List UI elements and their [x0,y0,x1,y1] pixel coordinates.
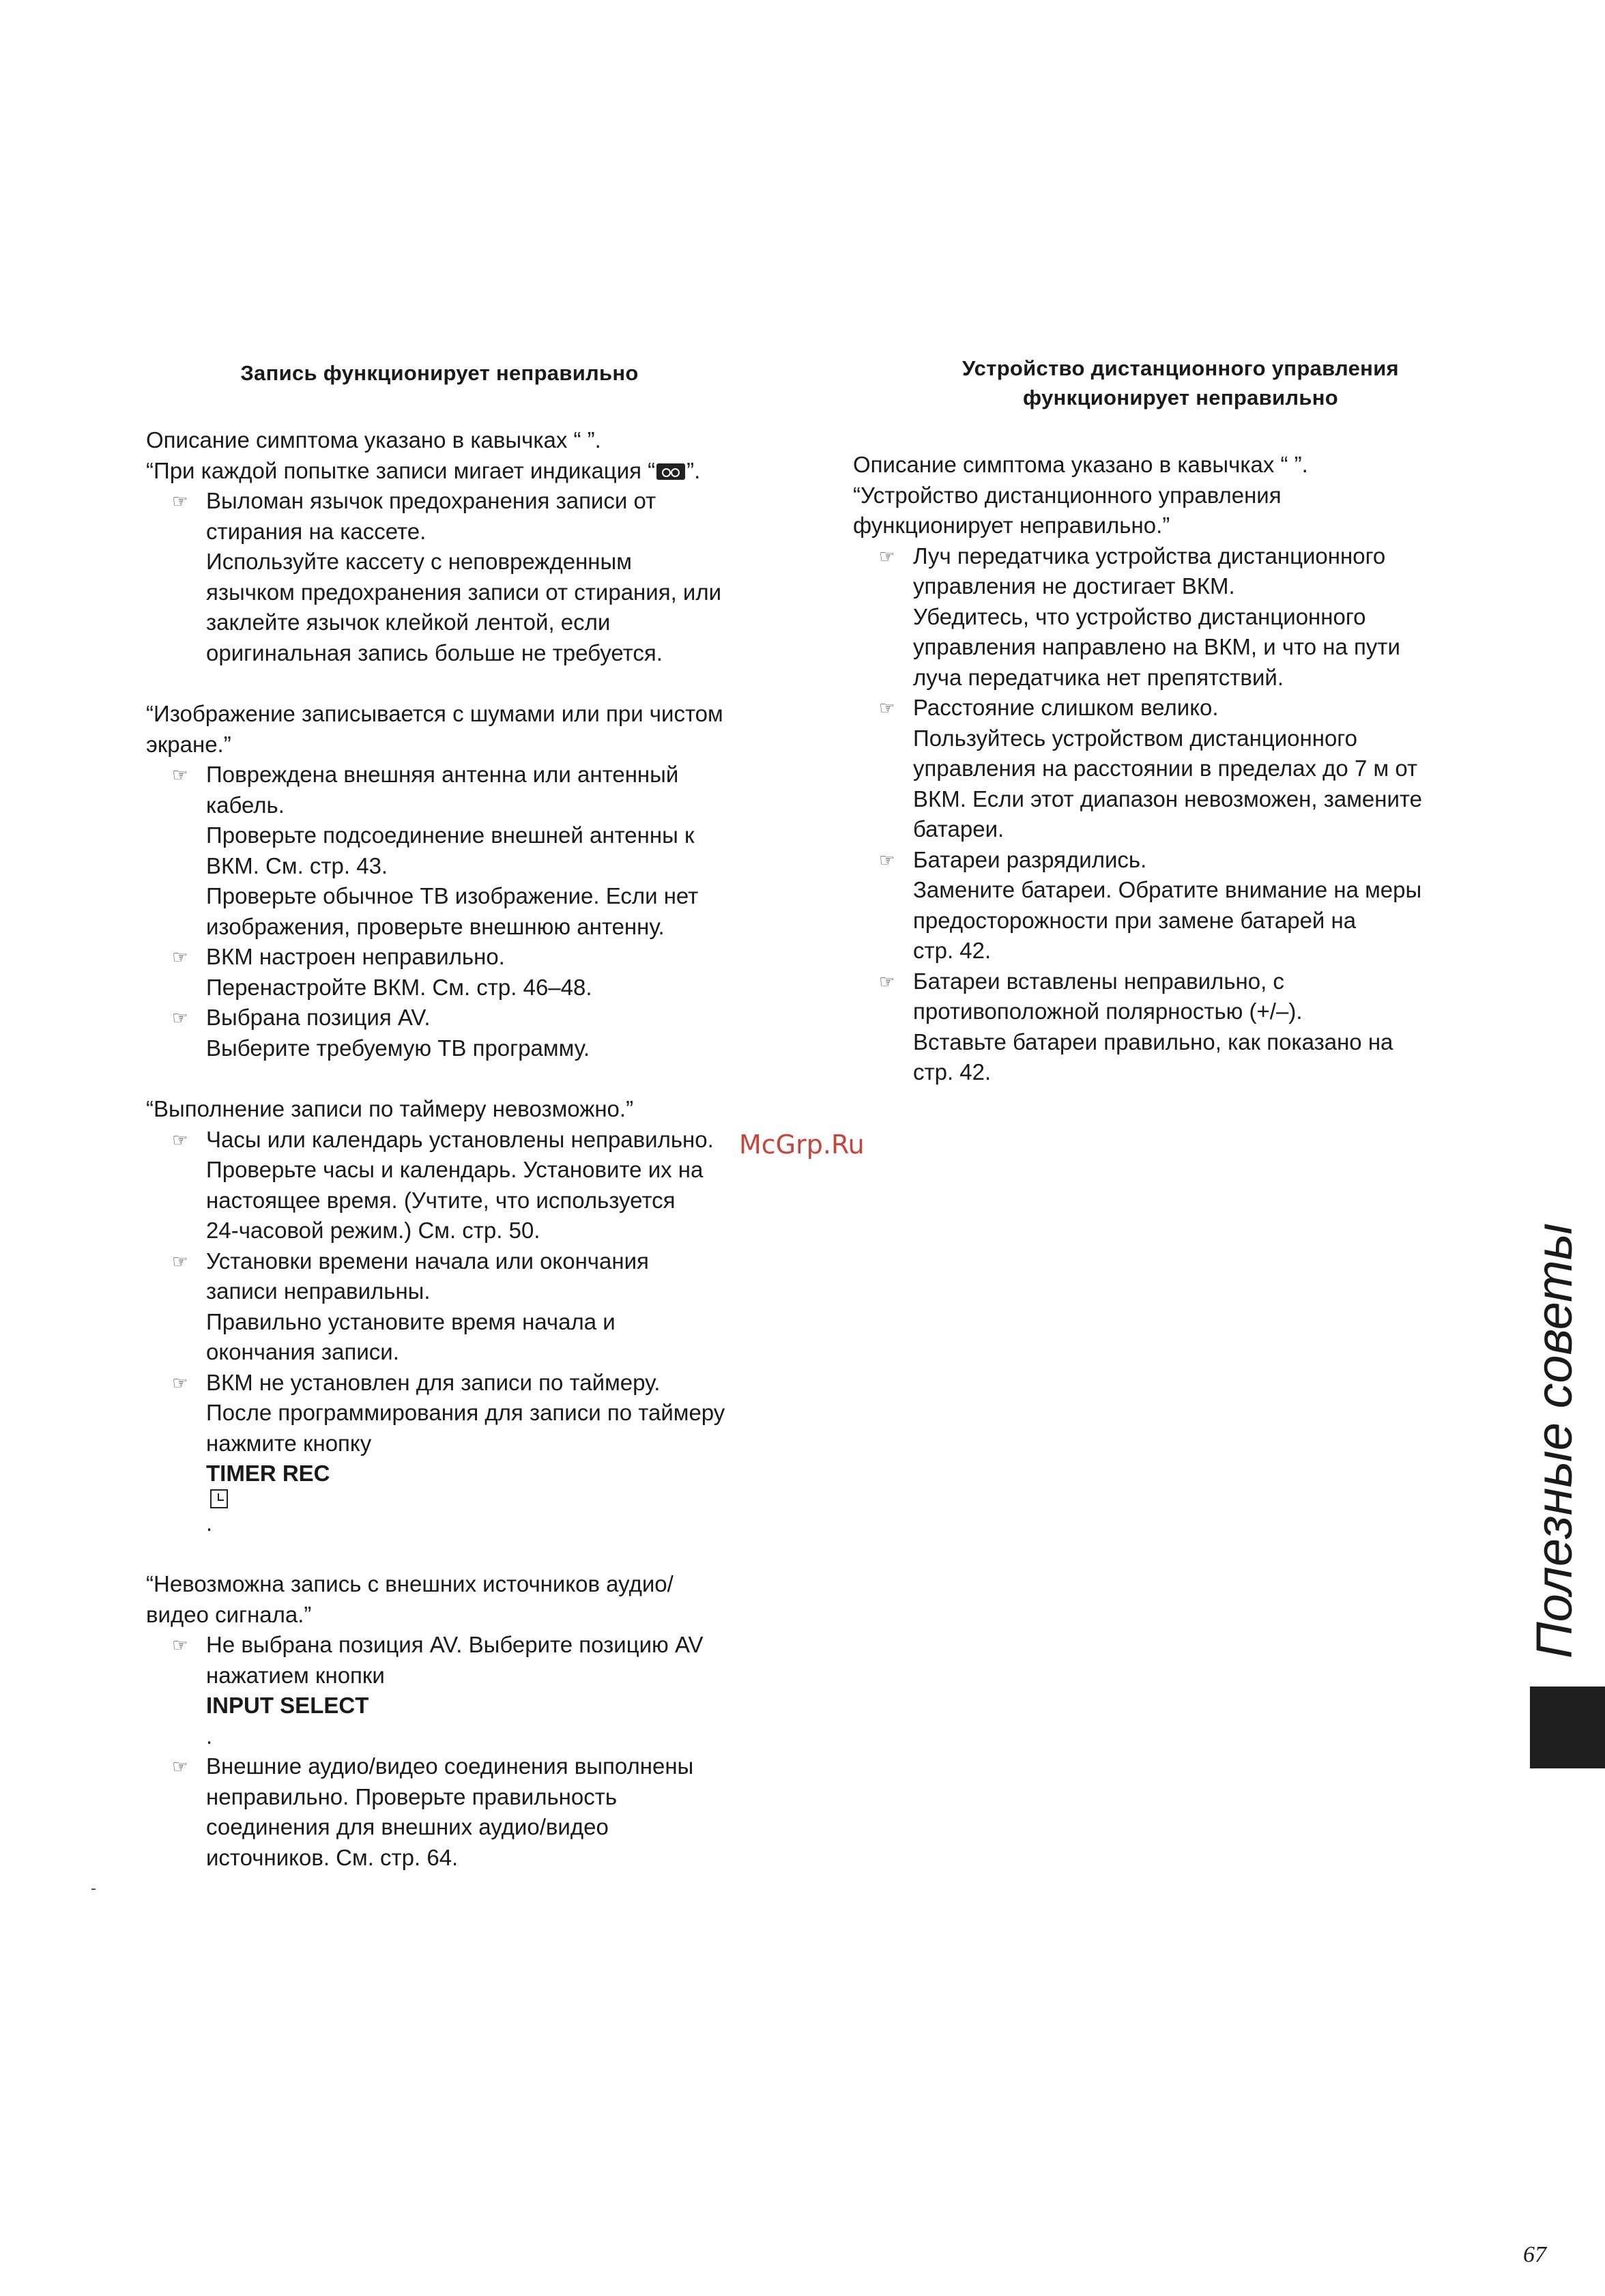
list-item: ☞ Расстояние слишком велико. Пользуйтесь устройством дистанционного управления на расстоянии в пределах до 7 м от ВКМ. Если этот диапазон невозможен, замените батареи. [853,693,1508,845]
list-item: ☞ ВКМ настроен неправильно. Перенастройте ВКМ. См. стр. 46–48. [146,942,815,1003]
list-item: ☞ Выломан язычок предохранения записи от стирания на кассете. Используйте кассету с неповрежденным язычком предохранения записи от стирания, или заклейте язычок клейкой лентой, если оригинальная запись больше не требуется. [146,486,815,668]
list-item: ☞ Батареи разрядились. Замените батареи. Обратите внимание на меры предосторожности при замене батарей на стр. 42. [853,845,1508,966]
pointing-hand-icon: ☞ [172,1635,188,1655]
list-item: ☞ Не выбрана позиция AV. Выберите позицию AV нажатием кнопки INPUT SELECT . [146,1630,815,1751]
section-lead-line: экране.” [146,731,231,757]
section-tab-label: Полезные советы [1526,1222,1582,1659]
pointing-hand-icon: ☞ [172,947,188,967]
list-item: ☞ Луч передатчика устройства дистанционного управления не достигает ВКМ. Убедитесь, что устройство дистанционного управления направлено на ВКМ, и что на пути луча передатчика нет препятствий. [853,541,1508,693]
left-heading: Запись функционирует неправильно [240,361,639,385]
pointing-hand-icon: ☞ [172,1129,188,1150]
section-lead-line: “Изображение записывается с шумами или при чистом [146,701,723,726]
section-lead-line: Описание симптома указано в кавычках “ ”. [146,427,601,453]
section-lead-line: “Невозможна запись с внешних источников аудио/ [146,1571,674,1596]
list-item: ☞ Выбрана позиция AV. Выберите требуемую ТВ программу. [146,1003,815,1063]
section-lead-line: “Устройство дистанционного управления [853,482,1282,508]
pointing-hand-icon: ☞ [172,1007,188,1028]
right-heading: Устройство дистанционного управления функционирует неправильно [962,356,1399,410]
cassette-icon [656,463,685,480]
page-number: 67 [1523,2242,1546,2267]
section-1 [146,425,815,668]
pointing-hand-icon: ☞ [172,764,188,785]
list-item: ☞ ВКМ не установлен для записи по таймеру. После программирования для записи по таймеру нажмите кнопку TIMER REC . [146,1368,815,1539]
pointing-hand-icon: ☞ [879,698,895,718]
list-item: ☞ Часы или календарь установлены неправильно. Проверьте часы и календарь. Установите их на настоящее время. (Учтите, что используется 24-часовой режим.) См. стр. 50. [146,1125,815,1246]
pointing-hand-icon: ☞ [172,1250,188,1272]
section-4 [146,1569,815,1873]
section-3 [146,1094,815,1538]
section-lead-line: “Выполнение записи по таймеру невозможно.” [146,1096,634,1121]
section-lead-line: функционирует неправильно.” [853,513,1170,538]
pointing-hand-icon: ☞ [172,491,188,511]
right-column [853,354,1508,1119]
section-lead-line: видео сигнала.” [146,1601,312,1627]
pointing-hand-icon: ☞ [172,1756,188,1777]
timer-rec-button-label: TIMER REC [206,1461,330,1486]
pointing-hand-icon: ☞ [879,545,895,566]
section-lead-line: “При каждой попытке записи мигает индикация “ ”. [146,457,701,483]
right-section [853,450,1508,1088]
watermark-logo: McGrp.Ru [739,1130,865,1160]
list-item: ☞ Батареи вставлены неправильно, с противоположной полярностью (+/–). Вставьте батареи правильно, как показано на стр. 42. [853,966,1508,1088]
pointing-hand-icon: ☞ [879,971,895,992]
section-tab-marker [1530,1687,1605,1768]
scan-speck [91,1889,96,1890]
list-item: ☞ Повреждена внешняя антенна или антенный кабель. Проверьте подсоединение внешней антенны к ВКМ. См. стр. 43. Проверьте обычное ТВ изображение. Если нет изображения, проверьте внешнюю антенну. [146,760,815,942]
list-item: ☞ Установки времени начала или окончания записи неправильны. Правильно установите время начала и окончания записи. [146,1246,815,1368]
list-item: ☞ Внешние аудио/видео соединения выполнены неправильно. Проверьте правильность соединения для внешних аудио/видео источников. См. стр. 64. [146,1751,815,1873]
section-2 [146,699,815,1063]
input-select-button-label: INPUT SELECT [206,1693,369,1718]
pointing-hand-icon: ☞ [879,849,895,870]
timer-icon [210,1489,228,1508]
pointing-hand-icon: ☞ [172,1372,188,1393]
left-column [146,358,815,1904]
section-lead-line: Описание симптома указано в кавычках “ ”. [853,452,1308,477]
